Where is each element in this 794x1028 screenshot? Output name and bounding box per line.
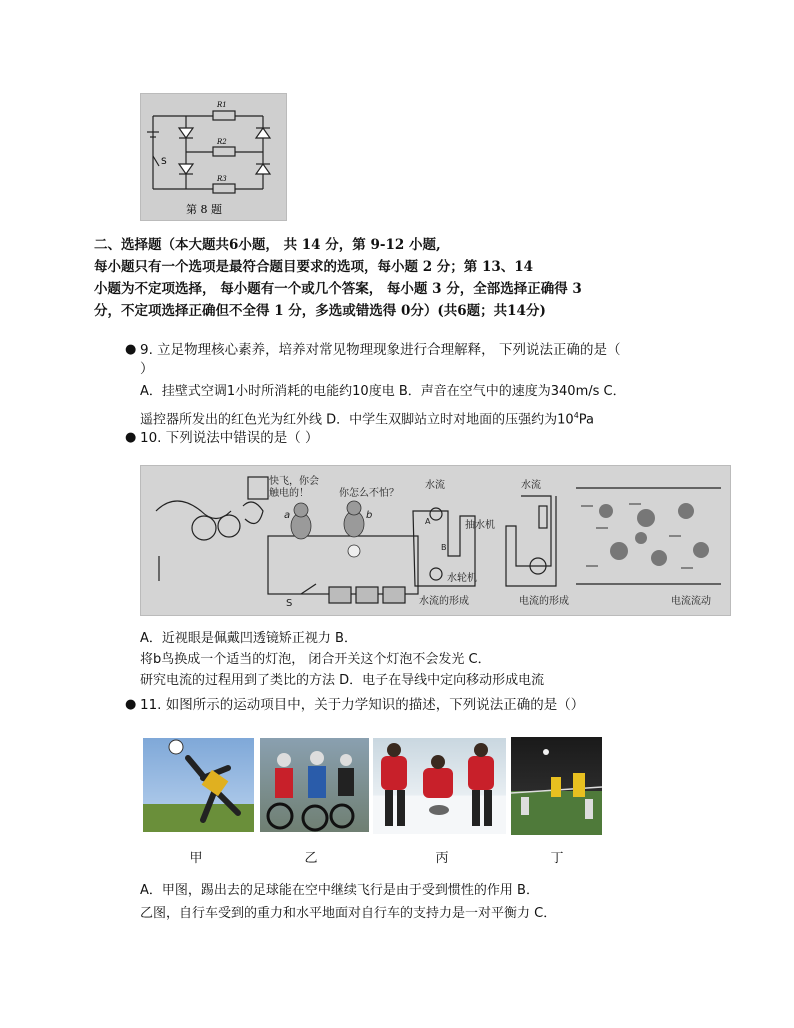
- section-line-3: 小题为不定项选择， 每小题有一个或几个答案， 每小题 3 分，全部选择正确得 3: [94, 281, 582, 297]
- q9-stem-line2: ）: [140, 361, 154, 377]
- section-line-4: 分，不定项选择正确但不全得 1 分，多选或错选得 0分）(共6题；共14分): [94, 303, 546, 319]
- label-switch: S: [161, 157, 167, 167]
- q10-figure-illustration: [141, 466, 730, 615]
- label-r2: R2: [217, 138, 227, 146]
- q10-option-line-1: A．近视眼是佩戴凹透镜矫正视力 B．: [140, 631, 357, 646]
- figure-8-caption: 第 8 题: [186, 203, 222, 216]
- section-line-2: 每小题只有一个选项是最符合题目要求的选项，每小题 2 分；第 13、14: [94, 259, 534, 275]
- photo-label-yi: 乙: [304, 851, 318, 866]
- bird-quote-a: 快飞，你会: [269, 476, 319, 487]
- label-r1: R1: [217, 101, 227, 109]
- photo-volleyball: [511, 737, 602, 835]
- q11-options: [140, 880, 556, 924]
- q9-option-unit: Pa: [578, 412, 595, 428]
- q11-option-line-2: 乙图，自行车受到的重力和水平地面对自行车的支持力是一对平衡力 C．: [140, 906, 557, 921]
- q9-stem-line1: 9. 立足物理核心素养，培养对常见物理现象进行合理解释， 下列说法正确的是（: [140, 342, 621, 358]
- section-header: [94, 236, 582, 321]
- q10-options: [140, 628, 544, 691]
- section-line-1: 二、选择题（本大题共6小题， 共 14 分，第 9-12 小题,: [94, 237, 441, 253]
- bird-quote-b: 触电的！: [269, 488, 309, 499]
- q10-stem: 10. 下列说法中错误的是（ ）: [140, 430, 319, 446]
- photo-soccer: [143, 738, 254, 832]
- q11-option-line-1: A．甲图，踢出去的足球能在空中继续飞行是由于受到惯性的作用 B．: [140, 883, 539, 898]
- volleyball-players-image: [511, 737, 602, 835]
- q9-option-text: 遥控器所发出的红色光为红外线 D．中学生双脚站立时对地面的压强约为10: [140, 412, 574, 428]
- cyclists-image: [260, 738, 369, 832]
- water-flow-label-1: 水流: [425, 480, 445, 491]
- bird-reply: 你怎么不怕？: [339, 488, 399, 499]
- q9-options-line1: A．挂壁式空调1小时所消耗的电能约10度电 B．声音在空气中的速度为340m/s C．: [140, 384, 626, 399]
- label-a: a: [284, 510, 291, 521]
- bullet-icon: ●: [125, 430, 137, 445]
- q9-options-line2: [140, 405, 594, 430]
- curling-players-image: [373, 738, 506, 834]
- q10-option-line-3: 研究电流的过程用到了类比的方法 D．电子在导线中定向移动形成电流: [140, 673, 545, 688]
- q9-option-exponent: 4: [573, 411, 579, 420]
- photo-label-ding: 丁: [550, 851, 564, 866]
- photo-curling: [373, 738, 506, 834]
- figure-8-circuit: [140, 93, 287, 221]
- current-caption: 电流的形成: [519, 596, 569, 607]
- q11-stem: 11. 如图所示的运动项目中，关于力学知识的描述，下列说法正确的是（）: [140, 697, 585, 713]
- turbine-label: 水轮机: [447, 573, 477, 584]
- photo-label-bing: 丙: [435, 851, 449, 866]
- water-caption: 水流的形成: [419, 596, 469, 607]
- pump-label: 抽水机: [465, 520, 495, 531]
- circuit-diagram: [141, 94, 286, 220]
- label-B: B: [441, 543, 447, 552]
- photo-label-jia: 甲: [189, 851, 203, 866]
- label-b: b: [366, 510, 373, 521]
- bullet-icon: ●: [125, 342, 137, 357]
- label-r3: R3: [217, 175, 227, 183]
- q10-option-line-2: 将b鸟换成一个适当的灯泡， 闭合开关这个灯泡不会发光 C．: [140, 652, 491, 667]
- bullet-icon: ●: [125, 697, 137, 712]
- electron-caption: 电流流动: [671, 596, 711, 607]
- label-s: S: [286, 598, 293, 609]
- label-A: A: [425, 517, 431, 526]
- photo-cycling: [260, 738, 369, 832]
- soccer-player-image: [143, 738, 254, 832]
- water-flow-label-2: 水流: [521, 480, 541, 491]
- q10-figure: [140, 465, 731, 616]
